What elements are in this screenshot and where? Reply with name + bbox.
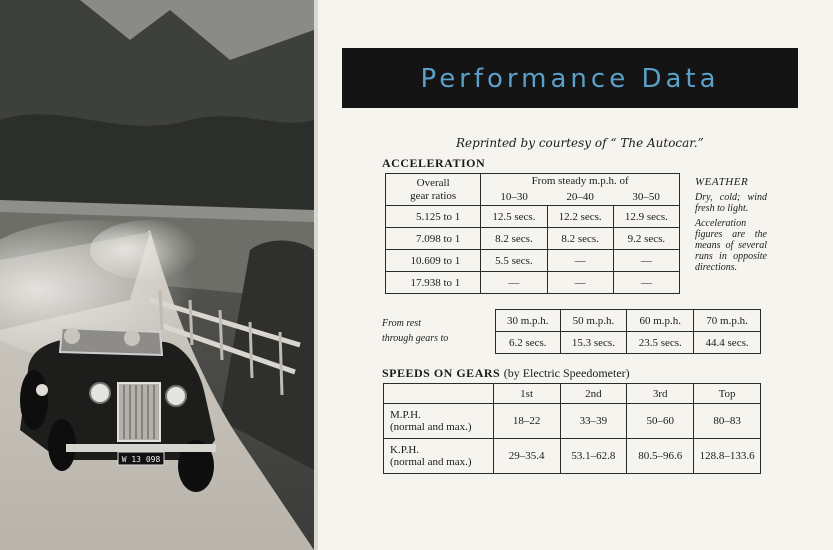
accel-time: 12.5 secs.: [481, 206, 547, 228]
range-header: 10–30: [481, 188, 547, 206]
from-rest-table: [495, 309, 761, 354]
weather-title: WEATHER: [695, 176, 749, 188]
from-rest-line2: through gears to: [382, 333, 449, 344]
page-title: Performance Data: [420, 64, 720, 94]
speeds-on-gears-heading: [382, 366, 630, 381]
gear-speed: 53.1–62.8: [560, 439, 627, 474]
accel-time: —: [547, 250, 613, 272]
gear-header: 2nd: [560, 384, 627, 404]
from-rest-line1: From rest: [382, 318, 421, 329]
gear-ratio: 5.125 to 1: [386, 206, 481, 228]
rest-time: 23.5 secs.: [627, 332, 694, 354]
gear-speed: 80.5–96.6: [627, 439, 694, 474]
gear-speed: 29–35.4: [493, 439, 560, 474]
unit-qualifier: (normal and max.): [390, 421, 472, 433]
accel-time: 12.2 secs.: [547, 206, 613, 228]
acceleration-heading: ACCELERATION: [382, 156, 486, 170]
unit-label: M.P.H.: [390, 409, 421, 421]
weather-method: Acceleration figures are the means of several runs in opposite directions.: [695, 218, 767, 273]
accel-time: —: [613, 250, 679, 272]
unit-label: K.P.H.: [390, 444, 420, 456]
gear-speed: 50–60: [627, 404, 694, 439]
range-header: 20–40: [547, 188, 613, 206]
range-header: 30–50: [613, 188, 679, 206]
gear-speed: 80–83: [694, 404, 761, 439]
empty-header-cell: [384, 384, 494, 404]
accel-time: —: [481, 272, 547, 294]
speeds-heading-text: SPEEDS ON GEARS: [382, 366, 501, 380]
speeds-subheading: (by Electric Speedometer): [503, 366, 630, 380]
table-row: [386, 206, 680, 228]
weather-conditions: Dry, cold; wind fresh to light.: [695, 192, 767, 214]
acceleration-table: [385, 173, 680, 294]
gear-ratio: 7.098 to 1: [386, 228, 481, 250]
license-plate: W 13 098: [121, 455, 161, 464]
table-row: [386, 228, 680, 250]
car-photo-drawing: [0, 0, 314, 550]
table-row: [384, 404, 761, 439]
accel-time: 8.2 secs.: [547, 228, 613, 250]
row-label: [384, 439, 494, 474]
car-photograph: [0, 0, 314, 550]
target-speed: 50 m.p.h.: [560, 310, 627, 332]
title-banner: [342, 48, 798, 108]
gear-ratio: 17.938 to 1: [386, 272, 481, 294]
accel-time: 8.2 secs.: [481, 228, 547, 250]
gear-ratio: 10.609 to 1: [386, 250, 481, 272]
speed-range-header: From steady m.p.h. of: [481, 174, 680, 189]
gear-header: 3rd: [627, 384, 694, 404]
ratio-header-line2: gear ratios: [410, 189, 457, 202]
gear-speed: 33–39: [560, 404, 627, 439]
accel-time: 9.2 secs.: [613, 228, 679, 250]
speeds-on-gears-table: [383, 383, 761, 474]
ratio-header-line1: Overall: [416, 176, 450, 189]
from-rest-label: [382, 316, 448, 346]
target-speed: 30 m.p.h.: [496, 310, 561, 332]
table-row: [496, 310, 761, 332]
accel-time: —: [613, 272, 679, 294]
gear-header: Top: [694, 384, 761, 404]
accel-time: 5.5 secs.: [481, 250, 547, 272]
rest-time: 6.2 secs.: [496, 332, 561, 354]
gear-header: 1st: [493, 384, 560, 404]
target-speed: 60 m.p.h.: [627, 310, 694, 332]
rest-time: 44.4 secs.: [694, 332, 761, 354]
rest-time: 15.3 secs.: [560, 332, 627, 354]
gear-speed: 128.8–133.6: [694, 439, 761, 474]
weather-note: [695, 177, 767, 277]
accel-time: —: [547, 272, 613, 294]
table-row: [384, 439, 761, 474]
ratio-header: [386, 174, 481, 206]
unit-qualifier: (normal and max.): [390, 456, 472, 468]
gear-speed: 18–22: [493, 404, 560, 439]
table-row: [496, 332, 761, 354]
row-label: [384, 404, 494, 439]
target-speed: 70 m.p.h.: [694, 310, 761, 332]
credit-line: Reprinted by courtesy of “ The Autocar.”: [456, 136, 704, 150]
table-header-row: [384, 384, 761, 404]
table-row: [386, 272, 680, 294]
table-row: [386, 250, 680, 272]
accel-time: 12.9 secs.: [613, 206, 679, 228]
